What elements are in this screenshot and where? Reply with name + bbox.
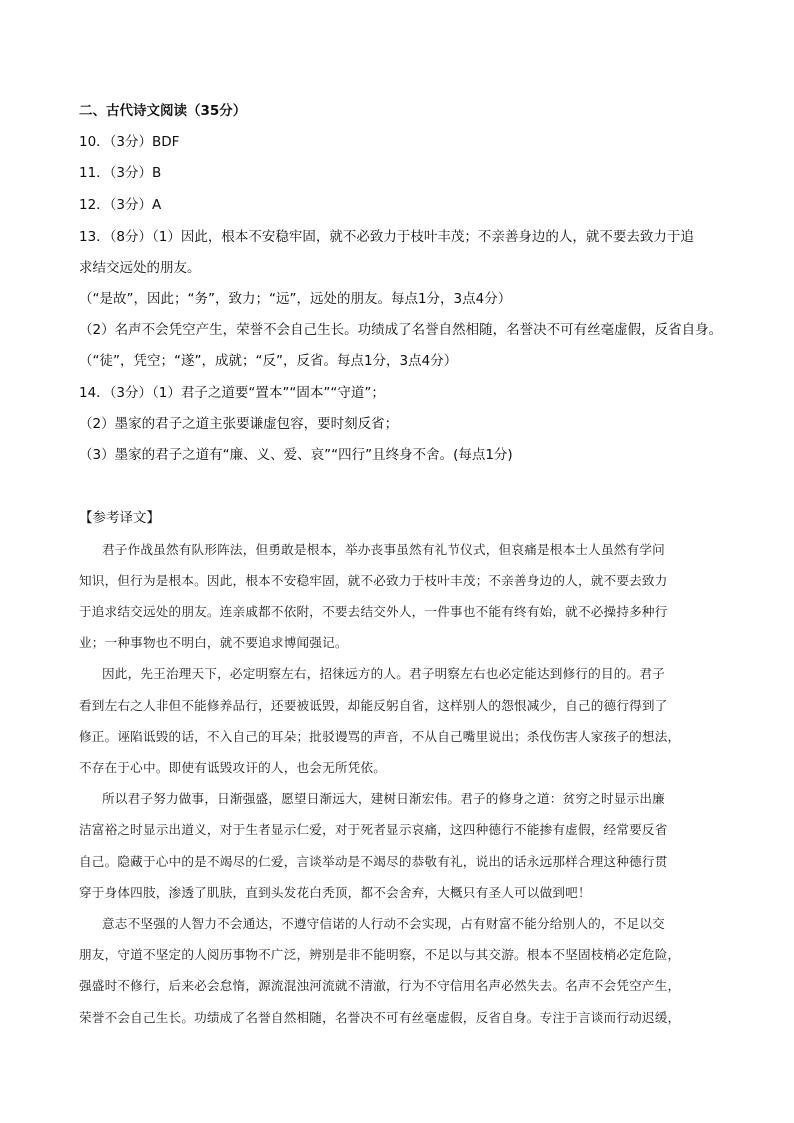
translation-line: 因此，先王治理天下，必定明察左右，招徕远方的人。君子明察左右也必定能达到修行的目的。君子	[102, 666, 665, 681]
translation-line: 朋友，守道不坚定的人阅历事物不广泛，辨别是非不能明察，不足以与其交游。根本不坚固枝梢必定危险，	[79, 947, 681, 962]
translation-line: 于追求结交远处的朋友。连亲戚都不依附，不要去结交外人，一件事也不能有终有始，就不必操持多种行	[79, 604, 668, 619]
translation-line: 君子作战虽然有队形阵法，但勇敢是根本，举办丧事虽然有礼节仪式，但哀痛是根本士人虽然有学问	[102, 542, 665, 557]
answer-q14-line1: 14．（3分）（1）君子之道要“置本”“固本”“守道”；	[79, 385, 385, 401]
section-title: 二、古代诗文阅读（35分）	[79, 103, 247, 119]
translation-line: 荣誉不会自己生长。功绩成了名誉自然相随，名誉决不可有丝毫虚假，反省自身。专注于言谈而行动迟缓，	[79, 1010, 681, 1025]
answer-q10: 10．（3分）BDF	[79, 134, 180, 150]
answer-q13-line2: 求结交远处的朋友。	[79, 260, 201, 276]
answer-q13-note1: （“是故”，因此；“务”，致力；“远”，远处的朋友。每点1分，3点4分）	[79, 291, 512, 307]
answer-q12: 12．（3分）A	[79, 197, 162, 213]
translation-line: 看到左右之人非但不能修养品行，还要被诋毁，却能反躬自省，这样别人的怨恨减少，自己的德行得到了	[79, 698, 668, 713]
translation-line: 洁富裕之时显示出道义，对于生者显示仁爱，对于死者显示哀痛，这四种德行不能掺有虚假，经常要反省	[79, 822, 668, 837]
translation-line: 自己。隐藏于心中的是不竭尽的仁爱，言谈举动是不竭尽的恭敬有礼，说出的话永远那样合理这种德行贯	[79, 854, 668, 869]
answer-q13-part2: （2）名声不会凭空产生，荣誉不会自己生长。功绩成了名誉自然相随，名誉决不可有丝毫虚假，反省自身。	[79, 322, 723, 338]
answer-q14-line3: （3）墨家的君子之道有“廉、义、爱、哀”“四行”且终身不舍。(每点1分)	[79, 447, 513, 463]
answer-q13-note2: （“徒”，凭空；“遂”，成就；“反”，反省。每点1分，3点4分）	[79, 353, 458, 369]
translation-line: 所以君子努力做事，日渐强盛，愿望日渐远大，建树日渐宏伟。君子的修身之道：贫穷之时显示出廉	[102, 791, 665, 806]
translation-line: 修正。诬陷诋毁的话，不入自己的耳朵；批驳谩骂的声音，不从自己嘴里说出；杀伐伤害人家孩子的想法，	[79, 729, 681, 744]
answer-q14-line2: （2）墨家的君子之道主张要谦虚包容，要时刻反省；	[79, 416, 399, 432]
translation-line: 穿于身体四肢，渗透了肌肤，直到头发花白秃顶，都不会舍弃，大概只有圣人可以做到吧！	[79, 885, 591, 900]
translation-line: 知识，但行为是根本。因此，根本不安稳牢固，就不必致力于枝叶丰茂；不亲善身边的人，就不要去致力	[79, 573, 668, 588]
translation-line: 不存在于心中。即使有诋毁攻讦的人，也会无所凭依。	[79, 760, 387, 775]
translation-line: 业；一种事物也不明白，就不要追求博闻强记。	[79, 635, 348, 650]
answer-q11: 11．（3分）B	[79, 165, 162, 181]
translation-line: 强盛时不修行，后来必会怠惰，源流混浊河流就不清澈，行为不守信用名声必然失去。名声不会凭空产生，	[79, 978, 681, 993]
translation-title: 【参考译文】	[79, 510, 160, 526]
translation-line: 意志不坚强的人智力不会通达，不遵守信诺的人行动不会实现，占有财富不能分给别人的，不足以交	[102, 916, 665, 931]
answer-q13-line1: 13．（8分）（1）因此，根本不安稳牢固，就不必致力于枝叶丰茂；不亲善身边的人，就不要去致力于追	[79, 229, 694, 245]
